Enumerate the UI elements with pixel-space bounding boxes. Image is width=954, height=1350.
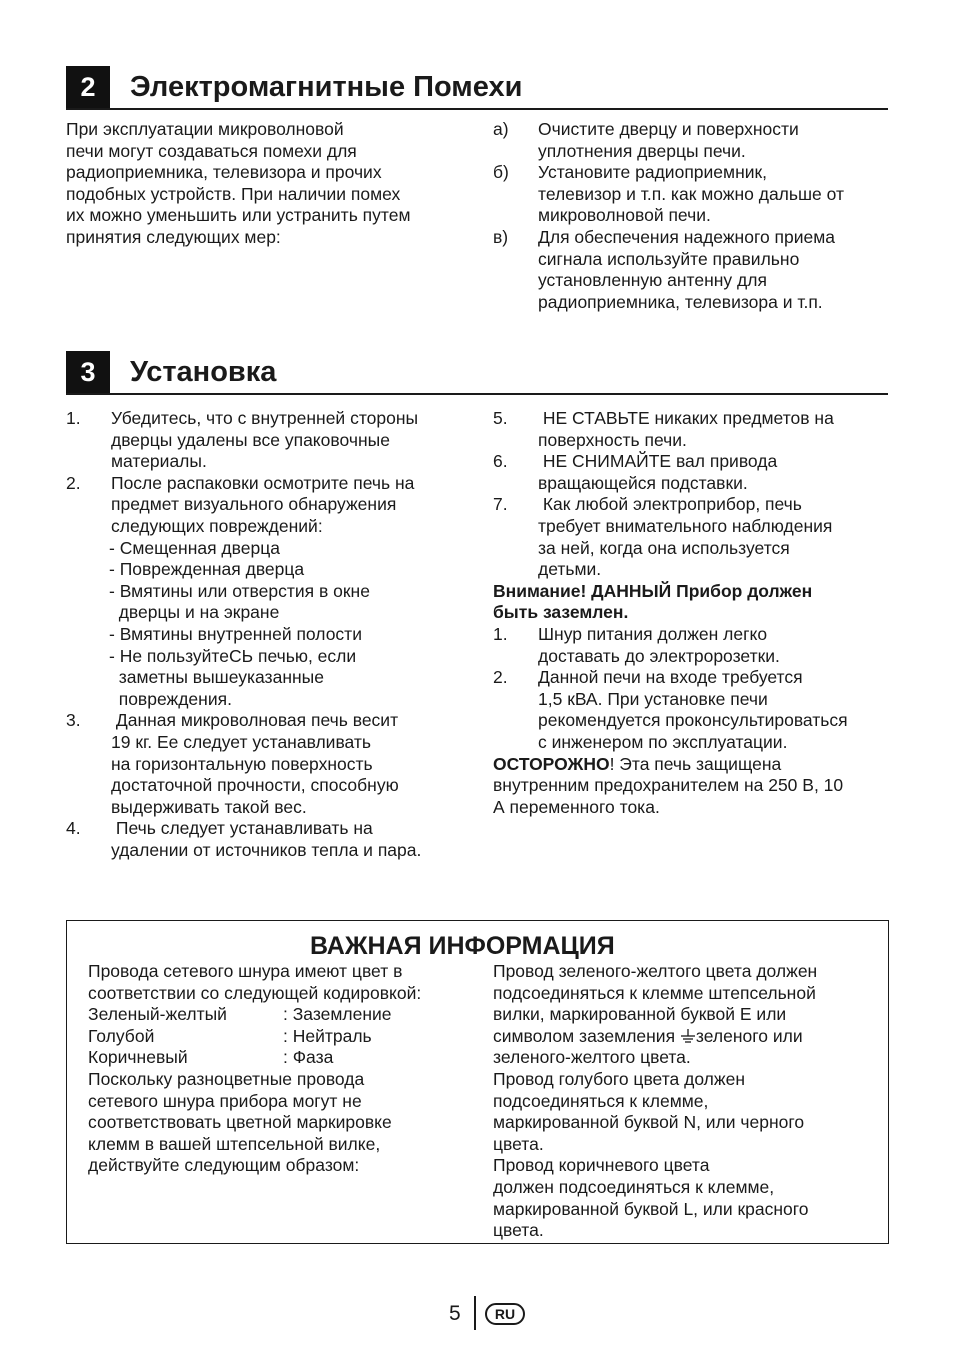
- text-line: подсоединяться к клемме,: [493, 1090, 709, 1111]
- text-line: зеленого-желтого цвета.: [493, 1047, 691, 1068]
- section-title: Электромагнитные Помехи: [130, 71, 523, 103]
- list-item-label: а): [493, 119, 509, 139]
- caution-note: [493, 754, 893, 819]
- damage-item-text: - Смещенная дверца: [109, 537, 280, 558]
- intro-line: их можно уменьшить или устранить путем: [66, 205, 411, 226]
- wire-meaning: : Заземление: [283, 1004, 392, 1025]
- wire-code-row: [88, 1026, 478, 1048]
- section-title: Установка: [130, 356, 277, 388]
- section-2-measures-list: [493, 119, 893, 313]
- list-item-text: следующих повреждений:: [111, 515, 323, 536]
- list-item-text: дверцы удалены все упаковочные: [111, 429, 390, 450]
- damage-item: [66, 538, 466, 560]
- wire-meaning: : Фаза: [283, 1047, 334, 1068]
- list-item-text: Для обеспечения надежного приема: [538, 226, 836, 247]
- section-2-header: [66, 66, 888, 110]
- text-line: Провод голубого цвета должен: [493, 1068, 745, 1089]
- damage-item-text: - Поврежденная дверца: [109, 559, 305, 580]
- text-line: Провод зеленого-желтого цвета должен: [493, 961, 818, 981]
- list-item-text: поверхность печи.: [538, 429, 687, 450]
- wire-color: Голубой: [88, 1025, 155, 1046]
- list-item-label: 6.: [493, 451, 508, 472]
- text-line: вилки, маркированной буквой E или: [493, 1004, 787, 1025]
- damage-item-text: - Вмятины или отверстия в окне: [109, 580, 370, 601]
- text-line: Поскольку разноцветные провода: [88, 1068, 365, 1089]
- section-number: 3: [66, 351, 110, 393]
- list-item-text: После распаковки осмотрите печь на: [111, 472, 415, 493]
- text-line: цвета.: [493, 1133, 544, 1154]
- list-item: [66, 408, 466, 473]
- list-item: [493, 494, 893, 580]
- footer-divider: [474, 1296, 476, 1330]
- intro-line: радиоприемника, телевизора и прочих: [66, 162, 382, 183]
- section-3-left-list: [66, 408, 466, 861]
- list-item-text: микроволновой печи.: [538, 205, 711, 226]
- list-item: [493, 451, 893, 494]
- list-item-text: материалы.: [111, 451, 207, 472]
- important-info-title: ВАЖНАЯ ИНФОРМАЦИЯ: [310, 932, 615, 960]
- text-line: Провод коричневого цвета: [493, 1155, 710, 1176]
- damage-item-text: заметны вышеуказанные: [109, 667, 324, 688]
- intro-line: При эксплуатации микроволновой: [66, 119, 344, 139]
- intro-line: печи могут создаваться помехи для: [66, 140, 357, 161]
- damage-item: [66, 559, 466, 581]
- list-item-text: Данной печи на входе требуется: [538, 667, 803, 688]
- wire-meaning: : Нейтраль: [283, 1025, 372, 1046]
- list-item-text: Шнур питания должен легко: [538, 623, 768, 644]
- list-item-text: требует внимательного наблюдения: [538, 515, 833, 536]
- list-item-text: Убедитесь, что с внутренней стороны: [111, 408, 419, 428]
- list-item-label: б): [493, 162, 509, 183]
- list-item-text: вращающейся подставки.: [538, 472, 748, 493]
- list-item-text: Печь следует устанавливать на: [111, 818, 373, 839]
- list-item: [493, 624, 893, 667]
- wire-color: Коричневый: [88, 1047, 188, 1068]
- list-item-text: удалении от источников тепла и пара.: [111, 839, 422, 860]
- list-item-text: Очистите дверцу и поверхности: [538, 119, 799, 139]
- intro-line: соответствии со следующей кодировкой:: [88, 982, 422, 1003]
- list-item: [493, 667, 893, 753]
- list-item-text: рекомендуется проконсультироваться: [538, 710, 848, 731]
- damage-item-text: - Не пользуйтеСЬ печью, если: [109, 645, 357, 666]
- list-item: [66, 710, 466, 818]
- text-line: цвета.: [493, 1220, 544, 1241]
- list-item-text: 1,5 кВА. При установке печи: [538, 688, 768, 709]
- text-line: соответствовать цветной маркировке: [88, 1112, 392, 1133]
- damage-item-text: - Вмятины внутренней полости: [109, 623, 362, 644]
- ground-prefix: символом заземления: [493, 1025, 680, 1046]
- list-item-text: детьми.: [538, 559, 602, 580]
- section-3-header: [66, 351, 888, 395]
- damage-item: [66, 624, 466, 646]
- text-line: маркированной буквой N, или черного: [493, 1112, 805, 1133]
- ground-suffix: зеленого или: [695, 1025, 803, 1046]
- intro-line: подобных устройств. При наличии помех: [66, 183, 401, 204]
- list-item-label: 3.: [66, 710, 81, 731]
- wire-code-row: [88, 1047, 478, 1069]
- list-item-text: Данная микроволновая печь весит: [111, 710, 399, 731]
- list-item: [493, 119, 893, 162]
- important-info-box: [66, 920, 889, 1244]
- text-line: действуйте следующим образом:: [88, 1155, 360, 1176]
- list-item-label: в): [493, 226, 509, 247]
- list-item-text: предмет визуального обнаружения: [111, 494, 397, 515]
- text-line: клемм в вашей штепсельной вилке,: [88, 1133, 381, 1154]
- damage-item: [66, 646, 466, 711]
- damage-item-text: повреждения.: [109, 688, 232, 709]
- list-item-text: достаточной прочности, способную: [111, 775, 399, 796]
- list-item-text: сигнала используйте правильно: [538, 248, 800, 269]
- caution-first-line: [493, 754, 893, 776]
- language-badge: RU: [485, 1303, 525, 1325]
- list-item-label: 4.: [66, 818, 81, 839]
- list-item-text: Установите радиоприемник,: [538, 162, 768, 183]
- text-line: маркированной буквой L, или красного: [493, 1198, 809, 1219]
- list-item-text: НЕ СНИМАЙТЕ вал привода: [538, 451, 778, 472]
- list-item-text: НЕ СТАВЬТЕ никаких предметов на: [538, 408, 834, 428]
- list-item: [493, 227, 893, 313]
- warning-line: Внимание! ДАННЫЙ Прибор должен: [493, 580, 813, 601]
- list-item-text: установленную антенну для: [538, 270, 767, 291]
- list-item-text: выдерживать такой вес.: [111, 796, 307, 817]
- list-item-label: 1.: [66, 408, 81, 428]
- list-item-label: 1.: [493, 623, 508, 644]
- damage-item: [66, 581, 466, 624]
- list-item: [66, 818, 466, 861]
- section-3-right-list: [493, 408, 893, 818]
- wire-code-row: [88, 1004, 478, 1026]
- list-item-text: телевизор и т.п. как можно дальше от: [538, 183, 845, 204]
- section-number: 2: [66, 66, 110, 108]
- caution-label: ОСТОРОЖНО: [493, 753, 610, 774]
- list-item-text: с инженером по эксплуатации.: [538, 731, 788, 752]
- wire-coding-right: [493, 961, 883, 1242]
- list-item-text: за ней, когда она используется: [538, 537, 790, 558]
- list-item-label: 5.: [493, 408, 508, 428]
- list-item-text: на горизонтальную поверхность: [111, 753, 373, 774]
- wire-coding-left: [88, 961, 478, 1177]
- section-2-intro: [66, 119, 466, 249]
- text-line: сетевого шнура прибора могут не: [88, 1090, 362, 1111]
- caution-text: ! Эта печь защищена: [609, 753, 782, 774]
- list-item: [493, 408, 893, 451]
- list-item-label: 2.: [66, 472, 81, 493]
- ground-icon: [680, 1028, 696, 1044]
- caution-line: внутренним предохранителем на 250 В, 10: [493, 775, 844, 796]
- list-item: [493, 162, 893, 227]
- ground-symbol-line: [493, 1026, 883, 1048]
- caution-line: А переменного тока.: [493, 796, 660, 817]
- intro-line: Провода сетевого шнура имеют цвет в: [88, 961, 403, 981]
- warning-line: быть заземлен.: [493, 602, 629, 623]
- text-line: подсоединяться к клемме штепсельной: [493, 982, 816, 1003]
- list-item-text: доставать до электророзетки.: [538, 645, 780, 666]
- list-item-text: уплотнения дверцы печи.: [538, 140, 746, 161]
- intro-line: принятия следующих мер:: [66, 226, 281, 247]
- grounding-warning: [493, 581, 893, 624]
- list-item: [66, 473, 466, 538]
- page-number: 5: [449, 1302, 461, 1325]
- list-item-label: 7.: [493, 494, 508, 515]
- list-item-label: 2.: [493, 667, 508, 688]
- text-line: должен подсоединяться к клемме,: [493, 1176, 775, 1197]
- list-item-text: радиоприемника, телевизора и т.п.: [538, 291, 823, 312]
- damage-item-text: дверцы и на экране: [109, 602, 280, 623]
- list-item-text: Как любой электроприбор, печь: [538, 494, 802, 515]
- list-item-text: 19 кг. Ее следует устанавливать: [111, 731, 372, 752]
- wire-color: Зеленый-желтый: [88, 1004, 227, 1025]
